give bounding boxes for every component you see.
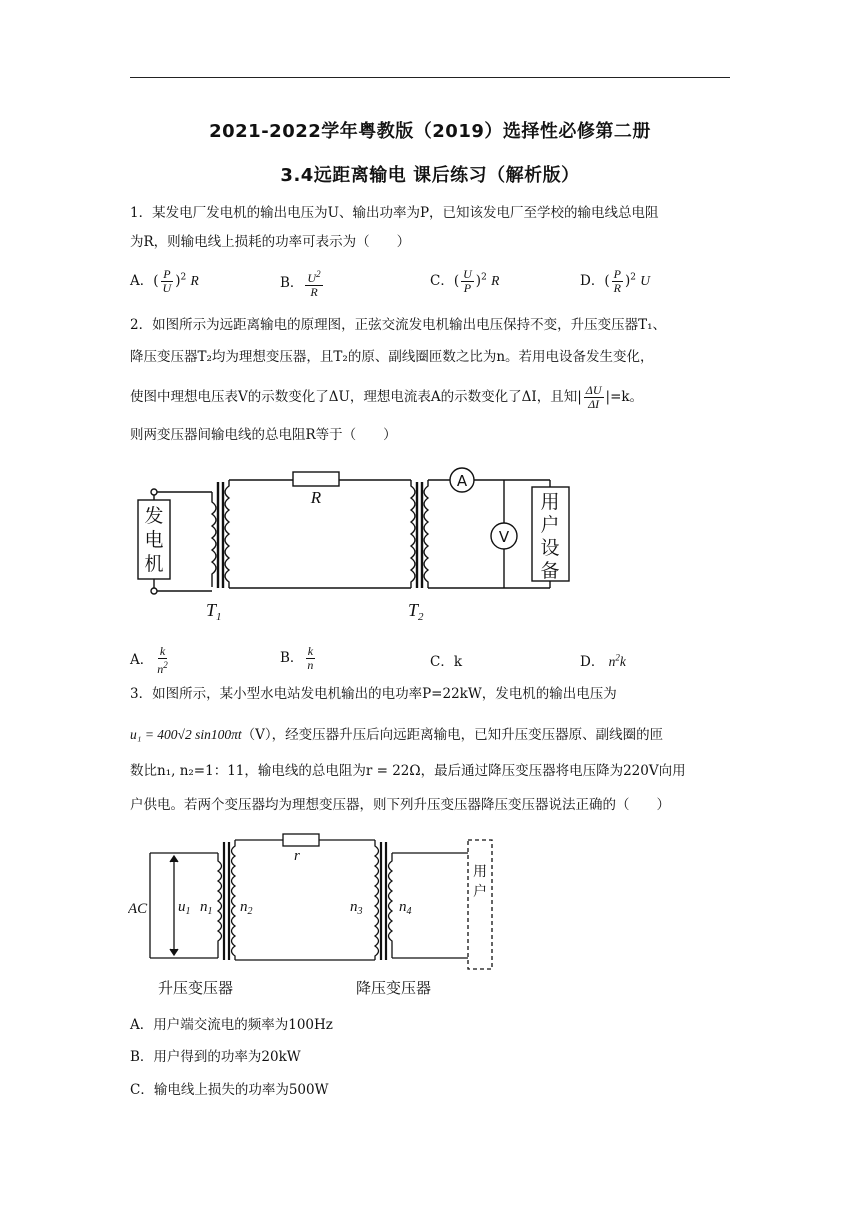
q3-option-a[interactable]: A．用户端交流电的频率为100Hz <box>130 1017 333 1033</box>
generator-vertical-text <box>144 505 163 575</box>
q3-stem-line1: 3．如图所示，某小型水电站发电机输出的电功率P=22kW，发电机的输出电压为 <box>130 686 617 702</box>
q1-stem-line1: 1．某发电厂发电机的输出电压为U、输出功率为P，已知该发电厂至学校的输电线总电阻 <box>130 205 659 221</box>
n4-label: $n_4$ <box>399 899 412 917</box>
ac-label: AC <box>128 901 148 917</box>
vtext-dev-char: 用 <box>540 491 560 513</box>
u1-label: $u_1$ <box>178 899 191 917</box>
q3-stem-line3: 数比n₁, n₂=1：11，输电线的总电阻为r = 22Ω，最后通过降压变压器将电压降为220V向用 <box>130 763 686 779</box>
q1-option-b[interactable]: B． $\frac{U^2}{R}$ <box>280 269 321 299</box>
r-label: r <box>294 848 300 864</box>
vtext-dev-char: 设 <box>540 537 560 559</box>
q3-option-b[interactable]: B．用户得到的功率为20kW <box>130 1049 301 1065</box>
q2-stem-line2: 降压变压器T₂均为理想变压器，且T₂的原、副线圈匝数之比为n。若用电设备发生变化， <box>130 349 654 365</box>
q1-option-c[interactable]: C．( $\frac{U}{P}$ )$^2$ R <box>430 267 500 295</box>
ammeter-label: A <box>456 472 468 490</box>
q3-stem-line2: u₁ = 400√2 sin100πt（V），经变压器升压后向远距离输电，已知升压变压器原、副线圈的匝 <box>130 727 664 743</box>
vtext-gen-char: 机 <box>144 553 164 575</box>
n1-label: $n_1$ <box>200 899 213 917</box>
q3-circuit-diagram <box>128 828 508 1000</box>
voltmeter-label: V <box>498 528 510 546</box>
q2-option-d[interactable]: D． $n^2k$ <box>580 652 626 670</box>
q1-stem-line2: 为R，则输电线上损耗的功率可表示为（ ） <box>130 234 411 250</box>
header-rule <box>130 77 730 78</box>
vtext-user-char: 用 <box>473 864 487 880</box>
q3-option-c[interactable]: C．输电线上损失的功率为500W <box>130 1082 329 1098</box>
vtext-dev-char: 户 <box>540 514 560 536</box>
resistor-label: R <box>310 488 322 507</box>
page-title: 2021-2022学年粤教版（2019）选择性必修第二册 <box>209 121 651 142</box>
n2-label: $n_2$ <box>240 899 253 917</box>
q1-option-a[interactable]: A．( $\frac{P}{U}$ )$^2$ R <box>130 267 199 295</box>
q3-stem-line4: 户供电。若两个变压器均为理想变压器，则下列升压变压器降压变压器说法正确的（ ） <box>130 797 670 813</box>
n3-label: $n_3$ <box>350 899 363 917</box>
q2-circuit-diagram <box>128 460 588 630</box>
q2-stem-line4: 则两变压器间输电线的总电阻R等于（ ） <box>130 427 397 443</box>
device-vertical-text <box>540 491 559 582</box>
t2-label: $T_2$ <box>408 600 424 623</box>
q2-stem-line1: 2．如图所示为远距离输电的原理图，正弦交流发电机输出电压保持不变，升压变压器T₁、 <box>130 317 667 333</box>
vtext-dev-char: 备 <box>540 560 560 582</box>
resistor-r <box>293 472 339 486</box>
step-down-label: 降压变压器 <box>356 979 432 997</box>
page-subtitle: 3.4远距离输电 课后练习（解析版） <box>280 165 580 186</box>
user-box <box>468 840 492 969</box>
q2-stem-line3: 使图中理想电压表V的示数变化了ΔU，理想电流表A的示数变化了ΔI，且知| $\frac{\Delta U}{\Delta I}$ |=k。 <box>130 383 644 411</box>
vtext-user-char: 户 <box>473 884 487 900</box>
resistor-r <box>283 834 319 846</box>
user-vertical-text <box>473 864 487 900</box>
q2-option-c[interactable]: C．k <box>430 654 463 670</box>
vtext-gen-char: 发 <box>144 505 164 527</box>
q2-option-a[interactable]: A． $\frac{k}{n^2}$ <box>130 644 168 676</box>
step-up-label: 升压变压器 <box>158 979 234 997</box>
q1-option-d[interactable]: D．( $\frac{P}{R}$ )$^2$ U <box>580 267 651 295</box>
q2-option-b[interactable]: B． $\frac{k}{n}$ <box>280 644 314 672</box>
vtext-gen-char: 电 <box>144 529 164 551</box>
t1-label: $T_1$ <box>206 600 222 623</box>
